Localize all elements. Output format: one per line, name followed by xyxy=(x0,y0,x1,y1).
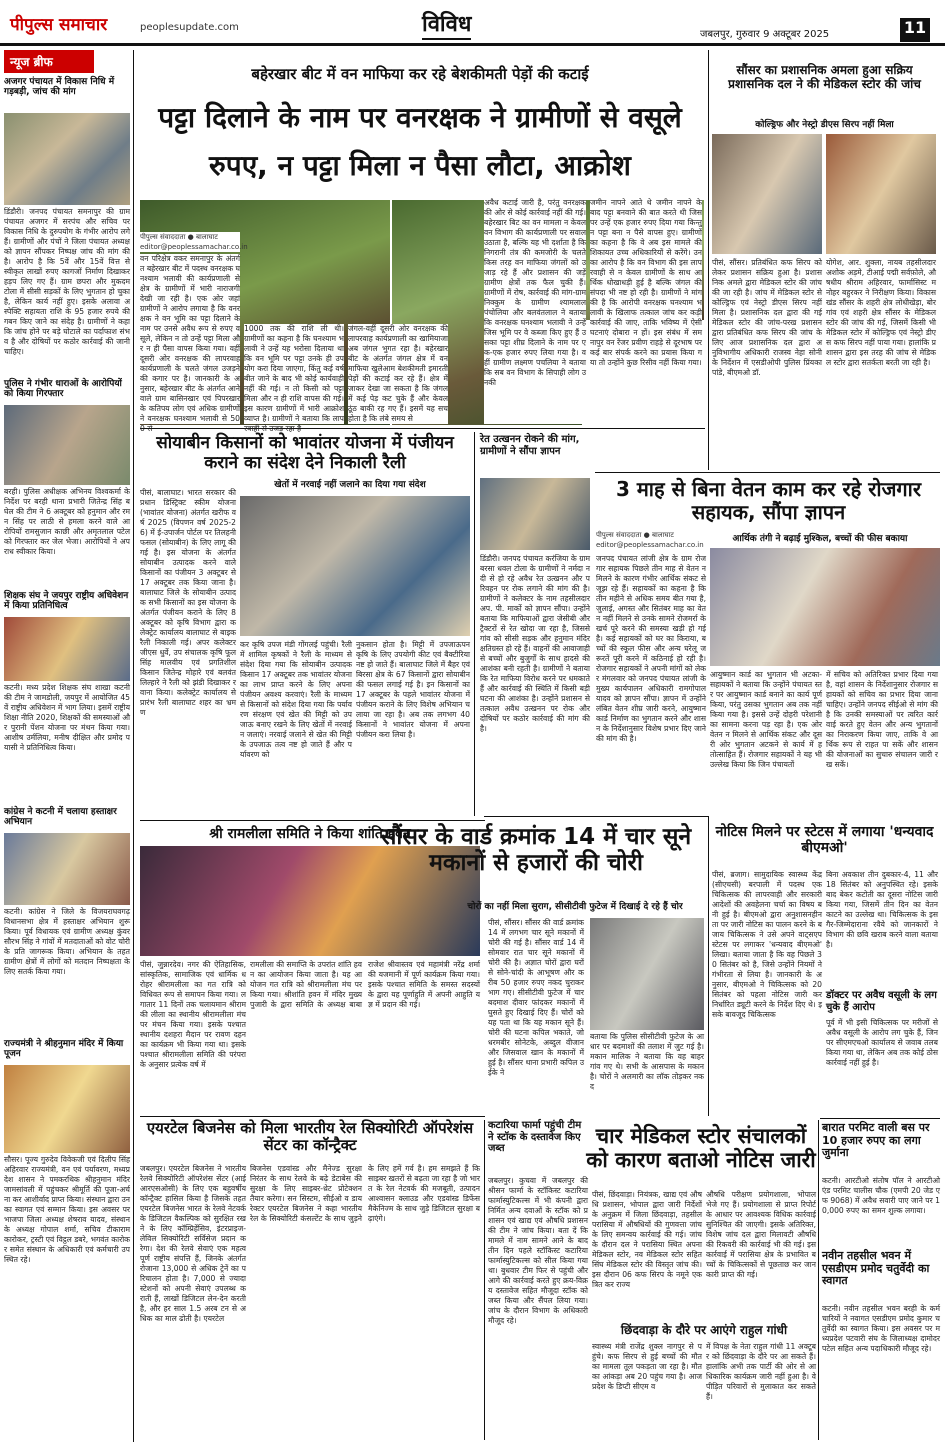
main-byline: पीपुल्स संवाददाता ● बालाघाट xyxy=(140,232,240,242)
sdm-body: कटनी। नवीन तहसील भवन बरही के कर्मचारियों ने नवागत एसडीएम प्रमोद कुमार चतुर्वेदी का स्वागत किया। इस अवसर पर मध्यप्रदेश पटवारी संघ के जिलाध्यक्ष दामोदर पटेल सहित अन्य पदाधिकारी मौजूद रहे। xyxy=(822,1304,940,1353)
main-email[interactable]: editor@peoplessamachar.co.in xyxy=(140,243,248,251)
theft-cctv-1 xyxy=(590,918,704,1030)
brief-4-photo xyxy=(4,833,130,905)
main-col-3: जंगल-वहीं दूसरी ओर वनरक्षक की लापरवाह कार्यप्रणाली का खामियाजा अब जंगल भुगत रहा है। बहेरखार बीट के अंतर्गत जंगल क्षेत्र में वन माफिया खुलेआम बेशकीमती इमारती पेड़ों की कटाई कर रहे हैं। क्षेत्र में जाकर देखा जा सकता है कि जंगल में कई पेड़ कट चुके हैं और केवल ठूंठ बाकी रह गए हैं। इसमें यह सच होता है कि लंबे समय से xyxy=(348,324,448,423)
brief-2-body: बरही। पुलिस अधीक्षक अभिनय विश्वकर्मा के निर्देश पर बरही थाना प्रभारी जितेन्द्र सिंह बघेल की टीम ने 6 अक्टूबर को हनुमान और रमन सिंह पर लाठी से हमला करने वाले आरोपियों रामसुजान काछी और अमृतलाल पटेल को गिरफ्तार कर जेल भेजा। आरोपियों ने अपराध स्वीकार किया। xyxy=(4,487,130,556)
brief-3-title: शिक्षक संघ ने जयपुर राष्ट्रीय अधिवेशन में किया प्रतिनिधित्व xyxy=(4,591,129,612)
baraat-headline: बारात परमिट वाली बस पर 10 हजार रुपए का लगा जुर्माना xyxy=(822,1121,930,1160)
main-col-4: अवैध कटाई जारी है, परंतु वनरक्षक की ओर से कोई कार्रवाई नहीं की गई। बहेरखार बिट का वन मामला न केवल वन विभाग की कार्यप्रणाली पर सवाल उठाता है, बल्कि यह भी दर्शाता है कि निगरानी तंत्र की कमजोरी के चलते किस तरह वन माफिया जंगलों को उजाड़ रहे हैं और प्रशासन की जड़ें ग्रामीण क्षेत्रों तक फैल चुकी हैं। ग्रामीणों में रोष, कार्रवाई की मांग-ग्राम निक्कुम के ग्रामीण श्यामलाल पंचोलिया और बलवंतलाल ने बताया कि वनरक्षक घनश्याम भलावी ने उन्हें जिस भूमि पर वे कब्जा किए हुए हैं उसका पट्टा शीघ्र दिलाने के नाम पर एक-एक हजार रुपए लिया गया है। वहीं ग्रामीण लक्ष्मण पचलिया ने बताया कि सब वन विभाग के सिपाही लोग उनकी xyxy=(484,198,586,424)
brief-4-body: कटनी। कांग्रेस ने जिले के विजयराघवगढ़ विधानसभा क्षेत्र में हस्ताक्षर अभियान शुरू किया। पूर्व विधायक एवं ग्रामीण अध्यक्ष कुंवर सौरभ सिंह ने गांवों में मतदाताओं को वोट चोरी के प्रति जागरूक किया। अभियान के तहत ग्रामीण क्षेत्रों में लोगों को मतदान निष्पक्षता के लिए सतर्क किया गया। xyxy=(4,907,130,976)
sand-body: डिंडौरी। जनपद पंचायत करंजिया के ग्राम बरसा धवल टोला के ग्रामीणों ने नर्मदा नदी से हो रहे अवैध रेत उत्खनन और परिवहन पर रोक लगाने की मांग की है। ग्रामीणों ने कलेक्टर के नाम तहसीलदार अप. पी. मार्को को ज्ञापन सौंपा। उन्होंने बताया कि माफियाओं द्वारा जेसीबी और ट्रैक्टरों से रेत खोदा जा रहा है, जिससे गांव को सीसी सड़क और हनुमान मंदिर क्षतिग्रस्त हो रहे हैं। वाहनों की आवाजाही से बच्चों और बुजुर्गों के साथ हादसे की आशंका बनी रहती है। ग्रामीणों ने बताया कि रेत माफिया विरोध करने पर धमकाते हैं और कार्रवाई की स्थिति में किसी बड़ी घटना की आशंका है। उन्होंने प्रशासन से तत्काल अवैध उत्खनन पर रोक और दोषियों पर कठोर कार्रवाई की मांग की है। xyxy=(480,554,590,733)
rozgar-email[interactable]: editor@peoplessamachar.co.in xyxy=(596,541,704,549)
airtel-col-1: जबलपुर। एयरटेल बिजनेस ने भारतीय रेलवे सिक्योरिटी ऑपरेशंस सेंटर (आईआरएसओसी) के लिए एक बहुवर्षीय कॉन्ट्रैक्ट हासिल किया है जिसके तहत एयरटेल बिजनेस भारत के रेलवे नेटवर्क के डिजिटल वैकल्पिक को सुरक्षित रखने के लिए कॉम्प्रिहेंसिव, इंटरप्राइज-लेविल सिक्योरिटी सर्विसेज प्रदान करेगा। देश की रेलवे सेवाएं एक महत्वपूर्ण राष्ट्रीय संपत्ति हैं, जिनके अंतर्गत रोजाना 13,000 से अधिक ट्रेनें का परिचालन होता है। 7,000 से ज्यादा स्टेशनों को अपनी सेवाएं उपलब्ध कराती हैं, लाखों डिजिटल लेन-देन करती है, और हर साल 1.5 अरब टन से अधिक का माल ढोती है। एयरटेल xyxy=(140,1164,246,1323)
brief-1-title: अजगर पंचायत में विकास निधि में गड़बड़ी, जांच की मांग xyxy=(4,77,115,98)
soy-photo xyxy=(240,496,470,636)
soy-headline: सोयाबीन किसानों को भावांतर योजना में पंजीयन कराने का संदेश देने निकाली रैली xyxy=(156,433,454,473)
admin-headline: सौंसर का प्रशासनिक अमला हुआ सक्रिय प्रशासनिक दल ने की मेडिकल स्टोर की जांच xyxy=(728,63,921,91)
admin-photo-1 xyxy=(712,134,822,254)
admin-photo-2 xyxy=(826,134,936,254)
pharma-headline: कटारिया फार्मा पहुंची टीम ने स्टॉक के दस्तावेज किए जब्त xyxy=(488,1120,582,1154)
news-brief-label: न्यूज ब्रीफ xyxy=(4,50,94,73)
main-headline: पट्टा दिलाने के नाम पर वनरक्षक ने ग्रामीणों से वसूले रुपए, न पट्टा मिला न पैसा लौटा, आक्रोश xyxy=(158,101,682,182)
brief-5-body: सौसर। पूज्य गुरुदेव विवेकजी एवं दिलीप सिंह अहिरवार राज्यमंत्री, वन एवं पर्यावरण, मध्यप्रदेश शासन ने पमकरथिक श्रीहनुमान मंदिर जामसांवली में पहुंचकर श्रीमूर्ति की पूजा-अर्चना कर आशीर्वाद प्राप्त किया। संस्थान द्वारा उनका स्वागत एवं सम्मान किया। इस अवसर पर भाजपा जिला अध्यक्ष शेषराव यादव, संस्थान के अध्यक्ष गोपाल शर्मा, सचिव टीकाराम कारोकर, ट्रस्टी एवं विट्ठल डबरे, भगवंत कारोकर समेत संस्थान के अधिकारी एवं कर्मचारी उपस्थित रहे। xyxy=(4,1155,130,1264)
admin-sub: कोल्ड्रिफ और नेस्ट्रो डीएस सिरप नहीं मिला xyxy=(755,120,894,130)
soy-col-3: नुकसान होता है। मिट्टी में उपजाऊपन कृषि के लिए उपयोगी कीट एवं बैक्टीरिया नष्ट हो जाते हैं। बालाघाट जिले में बैहर एवं बिरसा क्षेत्र के 67 किसानों द्वारा सोयाबीन की फसल लगाई गई है। इन किसानों का 17 अक्टूबर के पहले भावांतर योजना में पंजीयन कराने के लिए विशेष अभियान चलाया जा रहा है। अब तक लगभग 40 किसानों ने भावांतर योजना में अपना पंजीयन करा लिया है। xyxy=(356,640,470,739)
rozgar-headline: 3 माह से बिना वेतन काम कर रहे रोजगार सहायक, सौंपा ज्ञापन xyxy=(615,477,922,524)
sand-headline: रेत उत्खनन रोकने की मांग, ग्रामीणों ने सौंपा ज्ञापन xyxy=(480,434,580,457)
rozgar-col-3: में सचिव को अतिरिक्त प्रभार दिया गया है, वहां शासन के निर्देशानुसार रोजगार सहायकों को सचिव का प्रभार दिया जाना चाहिए। उन्होंने जनपद सीईओ से मांग की है कि उनकी समस्याओं पर त्वरित कार्रवाई करते हुए वेतन और अन्य भुगतानों का निराकरण किया जाए, ताकि वे आर्थिक रूप से राहत पा सकें और शासन की योजनाओं का सुचारु संचालन जारी रख सकें। xyxy=(826,670,938,769)
theft-headline: सौंसर के वार्ड क्रमांक 14 में चार सूने मकानों से हजारों की चोरी xyxy=(380,824,692,877)
main-kicker: बहेरखार बीट में वन माफिया कर रहे बेशकीमती पेड़ों की कटाई xyxy=(251,65,589,83)
rozgar-sub: आर्थिक तंगी ने बढ़ाई मुश्किल, बच्चों की फीस बकाया xyxy=(732,534,908,544)
brief-2-photo xyxy=(4,405,130,485)
admin-col-2: योगेश, आर. शुक्ला, नायब तहसीलदार अशोक अड़मे, टीआई पद्मी सर्वफ़ोले, औषधीय श्रीराम अहिरवार, फार्मासिस्ट मनोहर बहुरकर ने निरीक्षण किया। विकासखंड सौंसर के शहरी क्षेत्र लोधीखेड़ा, बोरगांव एवं शहरी क्षेत्र सौंसर के मेडिकल स्टोर की जांच की गई, जिसमें किसी भी मेडिकल स्टोर में कोल्ड्रिफ एवं नेस्ट्रो डीएस कफ सिरप नहीं पाया गया। हालांकि प्रशासन द्वारा इस तरह की जांच से मेडिकल स्टोर द्वारा सतर्कता बरती जा रही है। xyxy=(826,258,936,367)
sdm-headline: नवीन तहसील भवन में एसडीएम प्रमोद चतुर्वेदी का स्वागत xyxy=(822,1249,930,1288)
brief-1-photo xyxy=(4,113,130,205)
rozgar-photo xyxy=(710,548,940,666)
page-number: 11 xyxy=(900,18,930,42)
bmo-col-1: पीसं, ब्रजाग। सामुदायिक स्वास्थ्य केंद्र (सीएचसी) बरपाली में पदस्थ एक चिकित्सक की लापरवाही और सरकारी आदेशों की अवहेलना चर्चा का विषय बनी हुई है। बीएमओ द्वारा अनुशासनहीनता पर जारी नोटिस का पालन करने के बजाय चिकित्सक ने उसे अपने वाट्सएप स्टेटस पर लगाकर 'धन्यवाद बीएमओ' लिखा। बताया जाता है कि वह पिछले 30 सितंबर को है, जिसे उन्होंने नियमों ने गंभीरता से लिया है। जानकारी के अनुसार, बीएमओ ने चिकित्सक को 20 सितंबर को पहला नोटिस जारी कर निर्धारित ड्यूटी करने के निर्देश दिए थे। इसके बावजूद चिकित्सक xyxy=(712,870,822,1019)
theft-sub: चोरों का नहीं मिला सुराग, सीसीटीवी फुटेज में दिखाई दे रहे हैं चोर xyxy=(467,902,683,912)
ramlila-col-2: रामलीला की समाप्ति के उपरांत शांति हवन का आयोजन किया जाता है। यह आयोजन गत रात्रि को श्रीरामलीला मंच पर किया गया। श्रीशांति हवन में मंदिर मुख्य पुजारी के द्वारा समिति के अध्यक्ष बाबा राजेश श्रीवास्तव एवं महामंत्री नरेंद्र शर्मा की यजमानी में पूर्ण कार्यक्रम किया गया। इसके पश्चात समिति के समस्त सदस्यों के द्वारा यह पूर्णाहुति में अपनी आहुति यज्ञ में प्रदान की गई। xyxy=(250,960,480,1009)
airtel-col-2: बिजनेस एडवांस्ड और मैनेज्ड सुरक्षा निरंतर के साथ रेलवे के बढ़े डेटाबेस की सुरक्षा के लिए साइबर-थ्रेट प्रोटेक्शन तैयार करेगा। सन सिस्टम, सीईओ व डायरेक्टर एयरटेल बिजनेस ने कहा भारतीय रेल के सिक्योरिटी कंसल्टेंट के साथ जुड़ने के लिए हमें गर्व है। हम समझते हैं कि साइबर खतरों से बढ़ता जा रहा है जो भारत के रेल नेटवर्क की मजबूती, उत्पादन आश्वासन क्लाउड और एडवांस्ड डिफेंस मैकेनिज्म के साथ जुड़े डिजिटल सुरक्षा बढ़ाएंगे। xyxy=(250,1164,480,1223)
theft-col-2: बताया कि पुलिस सीसीटीवी फुटेज के आधार पर बदमाशों की तलाश में जुट गई है। मकान मालिक ने बताया कि वह बाहर गांव गए थे। सभी के आसपास के मकान है। चोरों ने अलमारी का लॉक तोड़कर नकद xyxy=(590,1032,704,1091)
baraat-body: कटनी। आरटीओ संतोष पॉल ने आरटीओ एंड परमिट चालीस चौक (एमपी 20 जेड एफ 9068) में अवैध सवारी पाए जाने पर 10,000 रुपए का समन शुल्क लगाया। xyxy=(822,1176,940,1215)
rahul-col-1: स्वास्थ्य मंत्री राजेंद्र शुक्ल नागपुर से पहुंचे। कफ सिरप से हुई बच्चों की मौत का मामला तूल पकड़ता जा रहा है। मौत का आंकड़ा अब 20 पहुंच गया है। आज प्रदेश के डिप्टी सीएम व xyxy=(592,1342,702,1391)
sand-photo xyxy=(480,478,590,550)
brief-5-title: राज्यमंत्री ने श्रीहनुमान मंदिर में किया पूजन xyxy=(4,1039,124,1060)
bmo-headline: नोटिस मिलने पर स्टेटस में लगाया 'धन्यवाद बीएमओ' xyxy=(715,824,934,857)
issue-date: जबलपुर, गुरुवार 9 अक्टूबर 2025 xyxy=(700,29,830,40)
site-url[interactable]: peoplesupdate.com xyxy=(140,22,239,33)
soy-col-1: पीसं, बालाघाट। भारत सरकार की प्रधान डिस्ट्रिक्ट स्कीम योजना (भावांतर योजना) अंतर्गत खरीफ वर्ष 2025 (विपणन वर्ष 2025-26) में ई-उपार्जन पोर्टल पर तिलहनी फसल (सोयाबीन) के लिए लागू की गई है। इस योजना के अंतर्गत सोयाबीन उत्पादक करने वाले किसानों का पंजीयन 3 अक्टूबर से 17 अक्टूबर तक किया जाना है। बालाघाट जिले के सोयाबीन उत्पादक सभी किसानों का इस योजना के अंतर्गत पंजीयन कराने के लिए 8 अक्टूबर को कृषि विभाग द्वारा कलेक्ट्रेट कार्यालय बालाघाट से बाइक रैली निकाली गई। अपर कलेक्टर जीएस धुर्वे, उप संचालक कृषि फूलसिंह मालवीय एवं प्रगतिशील किसान जितेन्द्र मोहारे एवं बलवंत लिल्हारे ने रैली को झंडी दिखाकर रवाना किया। कलेक्ट्रेट कार्यालय से प्रारंभ रैली बालाघाट शहर का भ्रमण xyxy=(140,488,236,717)
brief-3-body: कटनी। मध्य प्रदेश शिक्षक संघ शाखा कटनी की टीम ने जामडोली, जयपुर में आयोजित 45वें राष्ट्रीय अधिवेशन में भाग लिया। इसमें राष्ट्रीय शिक्षा नीति 2020, शिक्षकों की समस्याओं और पुरानी पेंशन योजना पर मंथन किया गया। आशीष उर्मलिया, मनीष दीक्षित और प्रमोद पयासी ने प्रतिनिधित्व किया। xyxy=(4,683,130,752)
rahul-col-2: में विपक्ष के नेता राहुल गांधी 11 अक्टूबर को छिंदवाड़ा के दौरे पर आ सकते हैं। हालांकि अभी तक पार्टी की ओर से आधिकारिक कार्यक्रम जारी नहीं हुआ है। वे पीड़ित परिवारों से मुलाकात कर सकते हैं। xyxy=(706,1342,816,1401)
logo: पीपुल्स समाचार xyxy=(10,15,108,35)
rozgar-col-2: आयुष्मान कार्ड का भुगतान भी अटका- सहायकों ने बताया कि उन्होंने पंचायत स्तर पर आयुष्मान कार्ड बनाने का कार्य पूर्ण किया, परंतु उसका भुगतान अब तक नहीं किया गया है। इससे उन्हें दोहरी परेशानी का सामना करना पड़ रहा है। एक ओर वेतन न मिलने से आर्थिक संकट और दूसरी ओर भुगतान अटकने से कार्य में हतोत्साहित हैं। रोजगार सहायकों ने यह भी उल्लेख किया कि जिन पंचायतों xyxy=(710,670,822,769)
ramlila-col-1: पीसं, जुन्नारदेव। नगर की ऐतिहासिक, सांस्कृतिक, सामाजिक एवं धार्मिक धरोहर श्रीरामलीला का गत रात्रि को विधिवत रूप से समापन किया गया। लगातार 11 दिनों तक चलायमान श्रीराम की लीला का स्थानीय श्रीरामलीला मंच पर मंचन किया गया। इसके पश्चात स्थानीय दशहरा मैदान पर रावण दहन का कार्यक्रम भी किया गया था। इसके पश्चात श्रीरामलीला समिति की परंपरा के अनुसार प्रत्येक वर्ष में xyxy=(140,960,246,1069)
main-col-2: 1000 तक की राशि ली थी। ग्रामीणों का कहना है कि घनश्याम भलावी ने उन्हें यह भरोसा दिलाया था कि वन भूमि पर पट्टा उनके ही उपयोग करा दिया जाएगा, किंतु कई वर्ष बीत जाने के बाद भी कोई कार्यवाही नहीं की गई। न तो किसी को पट्टा मिला और न ही राशि वापस की गई। इस कारण ग्रामीणों में भारी आक्रोश व्याप्त है। ग्रामीणों ने बताया कि लाप xyxy=(244,324,344,423)
pharma-body: जबलपुर। कुचवा में जबलपुर की श्रीसन फार्मा के स्टॉकिस्ट कटारिया फार्मास्युटिकल्स में भी कंपनी द्वारा निर्मित अन्य दवाओं के स्टॉक को प्रशासन एवं खाद्य एवं औषधि प्रशासन की टीम ने जांच किया। बता दें कि मामले में नाम सामने आने के बाद तीन दिन पहले स्टॉकिस्ट कटारिया फार्मास्युटिकल्स को सील किया गया था। बुधवार टीम फिर से पहुंची और आगे की कार्रवाई करते हुए क्रय-विक्रय दस्तावेज सहित मौजूदा स्टॉक को जब्त किया और सैंपल लिया गया। जांच के दौरान विभाग के अधिकारी मौजूद रहे। xyxy=(488,1176,588,1325)
soy-col-2: कर कृषि उपज मंडी गोंगलई पहुंची। रैली में शामिल कृषकों ने रैली के माध्यम से संदेश दिया गया कि सोयाबीन उत्पादक किसान 17 अक्टूबर तक भावांतर योजना का लाभ प्राप्त करने के लिए अपना पंजीयन अवश्य करवाएं। रैली के माध्यम से किसानों को संदेश दिया गया कि पर्यावरण संरक्षण एवं खेत की मिट्टी को उपजाऊ बनाए रखने के लिए खेतों में नरवाई न जलाएं। नरवाई जलाने से खेत की मिट्टी के उपजाऊ तत्व नष्ट हो जाते हैं और पर्यावरण को xyxy=(240,640,352,759)
airtel-headline: एयरटेल बिजनेस को मिला भारतीय रेल सिक्योरिटी ऑपरेशंस सेंटर का कॉन्ट्रैक्ट xyxy=(146,1119,474,1155)
rahul-headline: छिंदवाड़ा के दौरे पर आएंगे राहुल गांधी xyxy=(620,1323,788,1337)
brief-5-photo xyxy=(4,1065,130,1153)
brief-1-body: डिंडौरी। जनपद पंचायत समनापुर की ग्राम पंचायत अजगर में सरपंच और सचिव पर विकास निधि के दुरुपयोग के गंभीर आरोप लगे हैं। ग्रामीणों और पंचों ने जिला पंचायत अध्यक्ष को ज्ञापन सौंपकर निष्पक्ष जांच की मांग की है। आरोप है कि 5वें और 15वें वित्त से स्वीकृत लाखों रुपए कागजों निर्माण दिखाकर हड़प लिए गए हैं। ग्राम छपरा और मुकदम टोला में सीसी सड़कों के लिए भुगतान हो चुका है, लेकिन कार्य नहीं हुए। इसके अलावा अस्पेक्टि सहायता राशि के 95 हजार रुपये की गबन किए जाने का संदेह है। ग्रामीणों ने कहा कि जांच होने पर बड़े घोटाले का पर्दाफाश संभव है और दोषियों पर कठोर कार्रवाई की जानी चाहिए। xyxy=(4,207,130,356)
section-title: विविध xyxy=(422,8,471,40)
rozgar-col-1: जनपद पंचायत लांजी क्षेत्र के ग्राम रोजगार सहायक पिछले तीन माह से वेतन न मिलने के कारण गंभीर आर्थिक संकट से जूझ रहे हैं। सहायकों का कहना है कि तीन महीने से अधिक समय बीत गया है, जुलाई, अगस्त और सितंबर माह का वेतन नहीं मिलने से उनके सामने रोजमर्रा के खर्च पूरे करने की समस्या खड़ी हो गई है। कई सहायकों को घर का किराया, बच्चों की स्कूल फीस और अन्य घरेलू जरूरतें पूरी करने में कठिनाई हो रही है। रोजगार सहायकों ने अपनी मांगों को लेकर मंगलवार को जनपद पंचायत लांजी के मुख्य कार्यपालन अधिकारी रामगोपाल यादव को ज्ञापन सौंपा। ज्ञापन में उन्होंने लंबित वेतन शीघ्र जारी करने, आयुष्मान कार्ड निर्माण का भुगतान करने और शासन के निर्देशानुसार विशेष प्रभार दिए जाने की मांग की है। xyxy=(596,554,706,743)
dr-headline: डॉक्टर पर अवैध वसूली के लग चुके हैं आरोप xyxy=(826,990,937,1013)
rozgar-byline: पीपुल्स संवाददाता ● बालाघाट xyxy=(596,531,674,539)
medical-col-2: औषधि परीक्षण प्रयोगशाला, भोपाल भेजे गए हैं। प्रयोगशाला से प्राप्त रिपोर्ट के आधार पर आवश्यक विधिक कार्रवाई सुनिश्चित की जाएगी। इसके अतिरिक्त, विशेष जांच दल द्वारा मिलावटी औषधि की रिकवरी की कार्रवाई भी की गई। इस कार्रवाई में परासिया क्षेत्र के प्रभावित बच्चों के चिकित्सकों से पूछताछ कर जानकारी प्राप्त की गई। xyxy=(706,1190,816,1279)
ramlila-headline: श्री रामलीला समिति ने किया शांति हवन xyxy=(209,826,411,842)
soy-caption: खेतों में नरवाई नहीं जलाने का दिया गया संदेश xyxy=(274,480,426,490)
brief-3-photo xyxy=(4,617,130,681)
dr-body: पूर्व में भी इसी चिकित्सक पर मरीजों से अवैध वसूली के आरोप लग चुके हैं, जिन पर सीएमएचओ कार्यालय से जवाब तलब किया गया था, लेकिन अब तक कोई ठोस कार्रवाई नहीं हुई है। xyxy=(826,1018,938,1067)
brief-2-title: पुलिस ने गंभीर धाराओं के आरोपियों को किया गिरफ्तार xyxy=(4,379,122,400)
news-brief-column xyxy=(4,50,130,1442)
admin-col-1: पीसं, सौंसर। प्रतिबंधित कफ सिरप को लेकर प्रशासन सक्रिय हुआ है। प्रशासनिक अमले द्वारा मेडिकल स्टोर की जांच की जा रही है। जांच में मेडिकल स्टोर से कोल्ड्रिफ एवं नेस्ट्रो डीएस सिरप नहीं मिला है। प्रशासनिक दल द्वारा की गई मेडिकल स्टोर की जांच-परख प्रशासन द्वारा प्रतिबंधित कफ सिरप की जांच के लिए आज प्रशासनिक दल द्वारा अनुविभागीय अधिकारी राजस्व नेहा सोनी के निर्देशन में एसडीओपी पुलिस प्रिंयका पांडे, बीएमओ डॉ. xyxy=(712,258,822,377)
main-col-5: जमीन नापने आते थे जमीन नापने के बाद पट्टा बनवाने की बात करते थी जिस पर उन्हें एक हजार रुपए दिया गया किन्तु न पट्टा बना न पैसे वापस हुए। ग्रामीणों का कहना है कि वे अब इस मामले की शिकायत उच्च अधिकारियों से करेंगे। उनका आरोप है कि वन विभाग की इस लापरवाही से न केवल ग्रामीणों के साथ आर्थिक धोखाधड़ी हुई है बल्कि जंगल की संपदा भी नष्ट हो रही है। ग्रामीणों ने मांग की है कि आरोपी वनरक्षक घनश्याम भलावी के खिलाफ तत्काल जांच कर कड़ी कार्रवाई की जाए, ताकि भविष्य में ऐसी घटनाएं दोबारा न हों। इस संबंध में समनापुर वन रेंजर प्रवीण राहडे़ से दूरभाष पर कई बार संपर्क करने का प्रयास किया गया तो उन्होंने कुछ रिसीव नहीं किया गया। xyxy=(590,198,702,424)
main-col-1: वन परिक्षेत्र वकर समनापुर के अंतर्गत बहेरखार बीट में पदस्थ वनरक्षक घनश्याम भलावी की कार्यप्रणाली से क्षेत्र के ग्रामीणों में भारी नाराजगी देखी जा रही है। एक ओर जहां ग्रामीणों ने आरोप लगाया है कि वनरक्षक ने वन भूमि का पट्टा दिलाने के नाम पर उनसे अवैध रूप से रुपए वसूले, लेकिन न तो उन्हें पट्टा मिला और न ही पैसा वापस किया गया। वहीं दूसरी ओर वनरक्षक की लापरवाह कार्यप्रणाली के चलते जंगल उजड़ने की कगार पर है। जानकारी के अनुसार, बहेरखार बीट के अंतर्गत आने वाले ग्राम बासिनखार एवं पिपरखार के कतिपय लोग एवं अधिक ग्रामीणों ने वनरक्षक घनश्याम भलावी से 50 xyxy=(140,254,240,423)
page-header xyxy=(0,0,945,46)
theft-col-1: पीसं, सौंसर। सौंसर की वार्ड क्रमांक 14 में लगभग चार सूने मकानों में चोरी की गई है। सौंसर वार्ड 14 में सोमवार रात चार सूने मकानों में चोरी की है। अज्ञात चोरों द्वारा घरों से सोने-चांदी के आभूषण और करीब 50 हजार रुपए नकद चुराकर भाग गए। सीसीटीवी फुटेज में चार बदमाश दीवार फांदकर मकानों में घुसते हुए दिखाई दिए हैं। चोरों को यह पता था कि यह मकान सूने हैं। चोरी की घटना कपिल भकाते, जो धरमबीर सोनेटके, अब्दुल वीजान और जिसवाल खान के मकानों में हुई है। सौंसर थाना प्रभारी कपिल उईके ने xyxy=(488,918,584,1077)
brief-4-title: कांग्रेस ने कटनी में चलाया हस्ताक्षर अभियान xyxy=(4,807,117,828)
medical-col-1: पीसं, छिंदवाड़ा। नियंत्रक, खाद्य एवं औषधि प्रशासन, भोपाल द्वारा जारी निर्देशों के अनुक्रम में जिला छिंदवाड़ा, तहसील परासिया में औषधियों की गुणवत्ता जांच के लिए समन्वय कार्रवाई की गई। जांच के दौरान दल ने परासिया स्थित अपना मेडिकल स्टोर, नव मेडिकल स्टोर सहित सिंघ मेडिकल स्टोर की विस्तृत जांच की। इस दौरान 06 कफ सिरप के नमूने एकत्रित कर राज्य xyxy=(592,1190,702,1289)
medical-headline: चार मेडिकल स्टोर संचालकों को कारण बताओ नोटिस जारी xyxy=(586,1124,816,1173)
bmo-col-2: बिना अवकाश तीन दुबकार-4, 11 और 18 सितंबर को अनुपस्थित रहे। इसके बाद बेकर कटोती का दूसरा नोटिस जारी किया गया, जिसमें तीन दिन का वेतन काटने का उल्लेख था। चिकित्सक के इस गैर-जिम्मेदाराना रवैये को जानकारों ने विभाग की छवि खराब करने वाला बताया है। xyxy=(826,870,938,949)
